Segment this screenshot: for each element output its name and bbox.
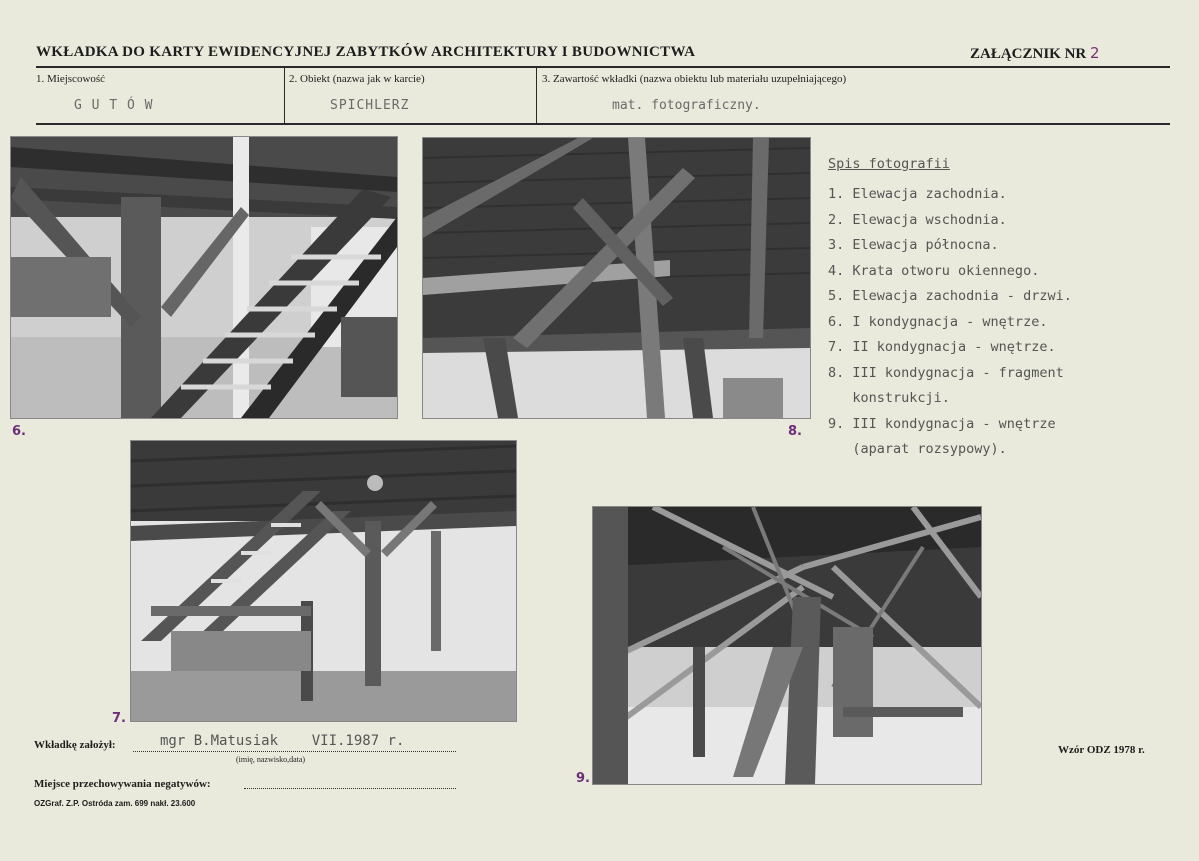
photo-6-number: 6.: [12, 424, 26, 439]
storage-label: Miejsce przechowywania negatywów:: [34, 778, 211, 790]
photo-6: [10, 136, 398, 419]
list-item: 5. Elewacja zachodnia - drzwi.: [828, 288, 1072, 304]
created-label: Wkładkę założył:: [34, 739, 116, 751]
location-value: G U T Ó W: [74, 98, 154, 113]
photo-7: [130, 440, 517, 722]
list-item: 2. Elewacja wschodnia.: [828, 211, 1007, 228]
photo-8-number: 8.: [788, 424, 802, 439]
field-divider-2: [536, 67, 537, 123]
header-rule: [36, 66, 1170, 68]
list-item: (aparat rozsypowy).: [828, 441, 1007, 457]
printer-note: OZGraf. Z.P. Ostróda zam. 699 nakł. 23.600: [34, 799, 196, 808]
content-value: mat. fotograficzny.: [612, 98, 761, 113]
location-label: 1. Miejscowość: [36, 73, 106, 85]
field-divider-1: [284, 67, 285, 123]
list-item: 8. III kondygnacja - fragment: [828, 364, 1064, 381]
photo-7-number: 7.: [112, 711, 126, 726]
object-value: SPICHLERZ: [330, 98, 410, 113]
storage-line: [244, 788, 456, 789]
created-line: [133, 751, 456, 752]
fields-rule: [36, 123, 1170, 125]
photo-list: [828, 156, 1168, 463]
photo-list-title: Spis fotografii: [828, 156, 950, 172]
list-item: 9. III kondygnacja - wnętrze: [828, 415, 1056, 432]
attachment-label: ZAŁĄCZNIK NR: [970, 46, 1087, 62]
list-item: 4. Krata otworu okiennego.: [828, 262, 1040, 279]
created-value: mgr B.Matusiak VII.1987 r.: [160, 733, 405, 749]
photo-8: [422, 137, 811, 419]
object-label: 2. Obiekt (nazwa jak w karcie): [289, 73, 425, 85]
list-item: 6. I kondygnacja - wnętrze.: [828, 313, 1048, 330]
attachment-number: [970, 44, 1100, 63]
document-title: WKŁADKA DO KARTY EWIDENCYJNEJ ZABYTKÓW ARCHITEKTURY I BUDOWNICTWA: [36, 44, 696, 60]
attachment-number-value: 2: [1090, 44, 1100, 62]
list-item: konstrukcji.: [828, 390, 950, 406]
list-item: 7. II kondygnacja - wnętrze.: [828, 339, 1056, 355]
photo-9-number: 9.: [576, 771, 590, 786]
content-label: 3. Zawartość wkładki (nazwa obiektu lub materiału uzupełniającego): [542, 73, 847, 85]
photo-9: [592, 506, 982, 785]
list-item: 3. Elewacja północna.: [828, 237, 999, 253]
form-number: Wzór ODZ 1978 r.: [1058, 744, 1145, 756]
created-hint: (imię, nazwisko,data): [236, 755, 306, 764]
list-item: 1. Elewacja zachodnia.: [828, 186, 1007, 202]
